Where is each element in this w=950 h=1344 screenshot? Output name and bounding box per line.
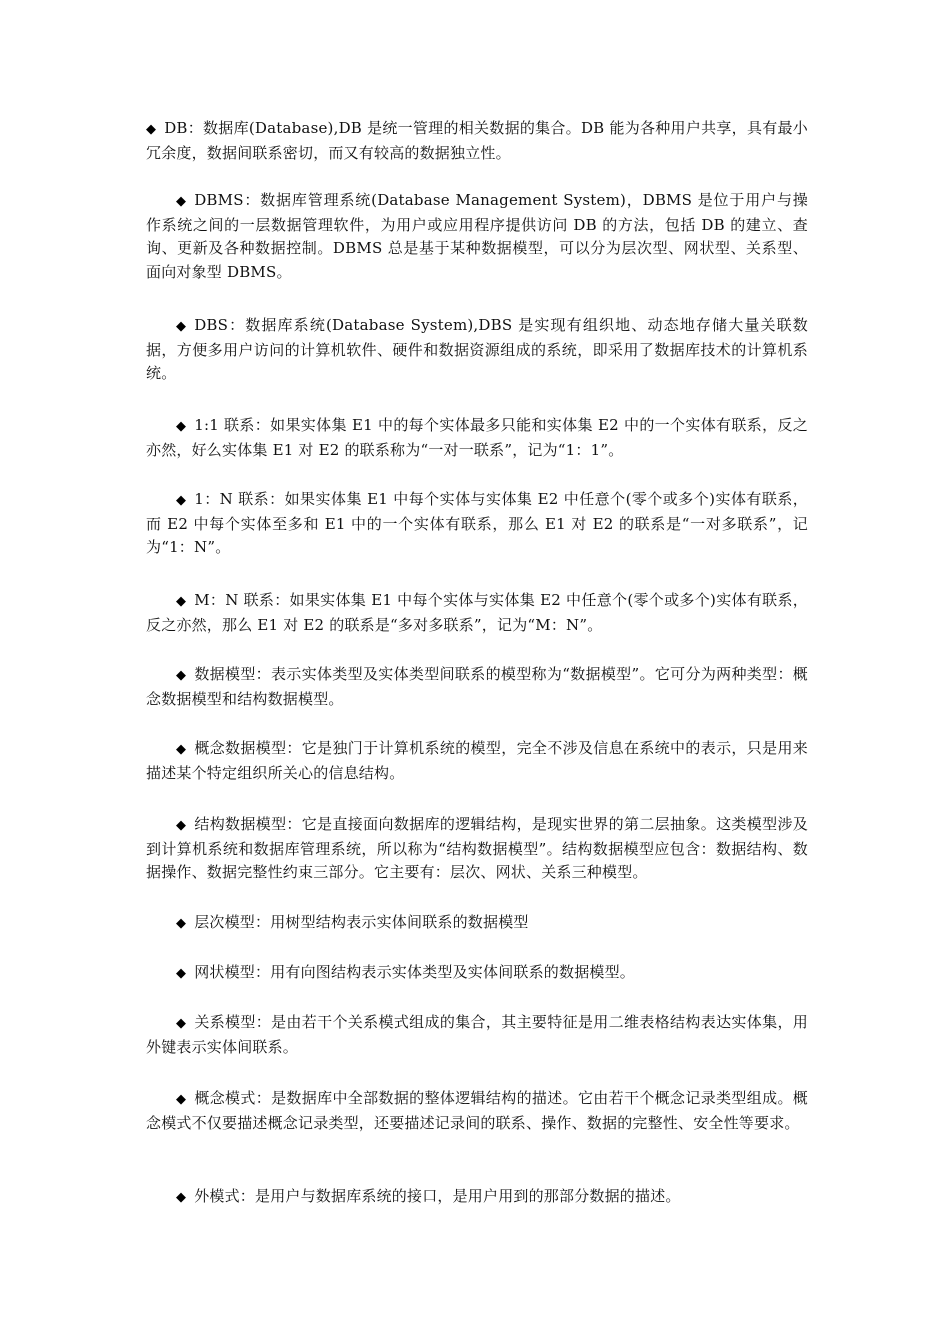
paragraph-text: DB：数据库(Database),DB 是统一管理的相关数据的集合。DB 能为各种用户共享，具有最小冗余度，数据间联系密切，而又有较高的数据独立性。 bbox=[146, 119, 808, 162]
paragraph-network-model bbox=[146, 961, 808, 986]
diamond-bullet-icon: ◆ bbox=[176, 742, 187, 757]
diamond-bullet-icon: ◆ bbox=[176, 916, 187, 931]
diamond-bullet-icon: ◆ bbox=[176, 419, 187, 434]
paragraph-external-schema bbox=[146, 1185, 808, 1210]
diamond-bullet-icon: ◆ bbox=[176, 966, 187, 981]
diamond-bullet-icon: ◆ bbox=[176, 493, 187, 508]
paragraph-db bbox=[146, 117, 808, 165]
diamond-bullet-icon: ◆ bbox=[176, 1190, 187, 1205]
paragraph-relational-model bbox=[146, 1011, 808, 1059]
paragraph-conceptual-schema bbox=[146, 1087, 808, 1135]
diamond-bullet-icon: ◆ bbox=[176, 194, 187, 209]
paragraph-text: 层次模型：用树型结构表示实体间联系的数据模型 bbox=[194, 913, 529, 931]
paragraph-many-to-many bbox=[146, 589, 808, 637]
diamond-bullet-icon: ◆ bbox=[176, 1016, 187, 1031]
paragraph-one-to-one bbox=[146, 414, 808, 462]
paragraph-dbms bbox=[146, 189, 808, 284]
paragraph-text: 1：N 联系：如果实体集 E1 中每个实体与实体集 E2 中任意个(零个或多个)实体有联系，而 E2 中每个实体至多和 E1 中的一个实体有联系，那么 E1 对 E2 的联系是“一对多联系”，记为“1：N”。 bbox=[146, 490, 808, 556]
paragraph-one-to-many bbox=[146, 488, 808, 560]
paragraph-hierarchical-model bbox=[146, 911, 808, 936]
paragraph-dbs bbox=[146, 314, 808, 386]
paragraph-structural-model bbox=[146, 813, 808, 885]
diamond-bullet-icon: ◆ bbox=[176, 594, 187, 609]
paragraph-text: 概念数据模型：它是独门于计算机系统的模型，完全不涉及信息在系统中的表示，只是用来描述某个特定组织所关心的信息结构。 bbox=[146, 739, 808, 782]
paragraph-text: 关系模型：是由若干个关系模式组成的集合，其主要特征是用二维表格结构表达实体集，用外键表示实体间联系。 bbox=[146, 1013, 808, 1056]
diamond-bullet-icon: ◆ bbox=[176, 1092, 187, 1107]
paragraph-text: 网状模型：用有向图结构表示实体类型及实体间联系的数据模型。 bbox=[194, 963, 636, 981]
diamond-bullet-icon: ◆ bbox=[176, 818, 187, 833]
paragraph-text: 概念模式：是数据库中全部数据的整体逻辑结构的描述。它由若干个概念记录类型组成。概念模式不仅要描述概念记录类型，还要描述记录间的联系、操作、数据的完整性、安全性等要求。 bbox=[146, 1089, 808, 1132]
paragraph-text: 外模式：是用户与数据库系统的接口，是用户用到的那部分数据的描述。 bbox=[194, 1187, 681, 1205]
paragraph-text: M：N 联系：如果实体集 E1 中每个实体与实体集 E2 中任意个(零个或多个)实体有联系，反之亦然，那么 E1 对 E2 的联系是“多对多联系”，记为“M：N”。 bbox=[146, 591, 808, 634]
paragraph-data-model bbox=[146, 663, 808, 711]
paragraph-text: 1:1 联系：如果实体集 E1 中的每个实体最多只能和实体集 E2 中的一个实体有联系，反之亦然，好么实体集 E1 对 E2 的联系称为“一对一联系”，记为“1：1”。 bbox=[146, 416, 808, 459]
diamond-bullet-icon: ◆ bbox=[176, 668, 187, 683]
paragraph-text: DBMS：数据库管理系统(Database Management System)，DBMS 是位于用户与操作系统之间的一层数据管理软件，为用户或应用程序提供访问 DB 的方法，包括 DB 的建立、查询、更新及各种数据控制。DBMS 总是基于某种数据模型，可以分为层次型、网状型、关系型、面向对象型 DBMS。 bbox=[146, 191, 808, 281]
paragraph-text: DBS：数据库系统(Database System),DBS 是实现有组织地、动态地存储大量关联数据，方便多用户访问的计算机软件、硬件和数据资源组成的系统，即采用了数据库技术的计算机系统。 bbox=[146, 316, 808, 382]
paragraph-text: 结构数据模型：它是直接面向数据库的逻辑结构，是现实世界的第二层抽象。这类模型涉及到计算机系统和数据库管理系统，所以称为“结构数据模型”。结构数据模型应包含：数据结构、数据操作、数据完整性约束三部分。它主要有：层次、网状、关系三种模型。 bbox=[146, 815, 808, 881]
paragraph-conceptual-model bbox=[146, 737, 808, 785]
diamond-bullet-icon: ◆ bbox=[146, 122, 157, 137]
diamond-bullet-icon: ◆ bbox=[176, 319, 187, 334]
paragraph-text: 数据模型：表示实体类型及实体类型间联系的模型称为“数据模型”。它可分为两种类型：概念数据模型和结构数据模型。 bbox=[146, 665, 808, 708]
